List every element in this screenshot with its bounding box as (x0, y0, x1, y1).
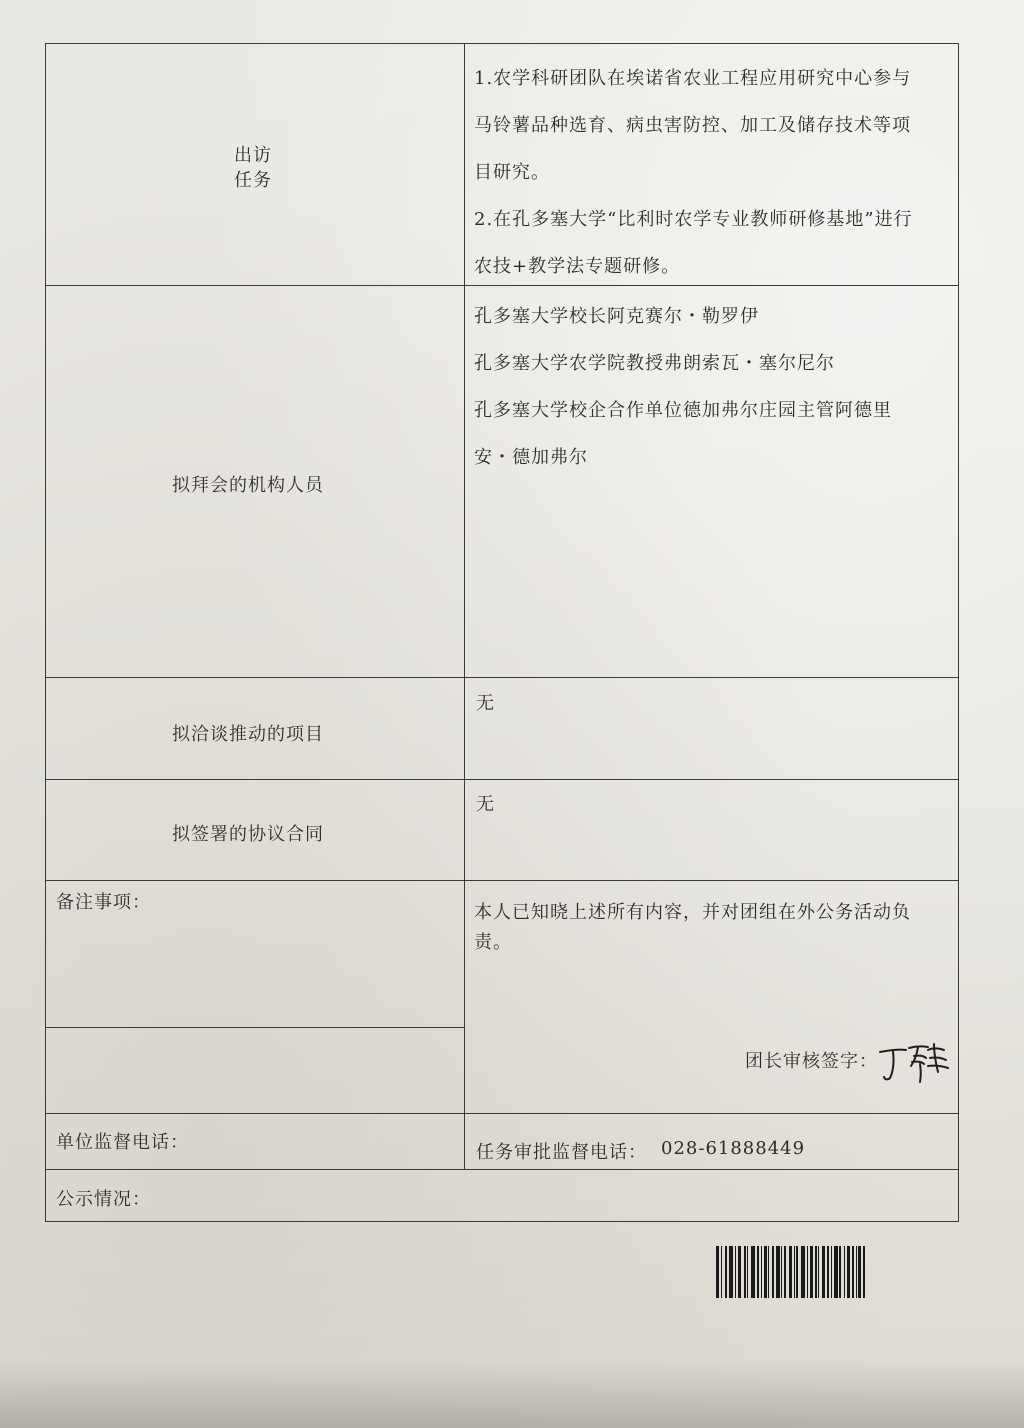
mission-line: 马铃薯品种选育、病虫害防控、加工及储存技术等项 (474, 115, 911, 136)
visit-people-content (474, 293, 952, 481)
unit-supervision-label: 单位监督电话： (56, 1132, 189, 1153)
mission-line: 农技+教学法专题研修。 (474, 256, 681, 277)
remarks-label: 备注事项： (56, 892, 151, 913)
mission-label-line2: 任务 (234, 170, 272, 191)
visit-person-line: 安・德加弗尔 (474, 447, 588, 468)
signature-label: 团长审核签字： (745, 1051, 878, 1072)
statement-line1: 本人已知晓上述所有内容，并对团组在外公务活动负 (474, 902, 911, 923)
statement-line2: 责。 (474, 932, 512, 953)
mission-label-line1: 出访 (234, 145, 272, 166)
row-divider-5 (45, 1113, 959, 1114)
handwritten-signature (876, 1040, 952, 1086)
visit-person-line: 孔多塞大学农学院教授弗朗索瓦・塞尔尼尔 (474, 353, 835, 374)
table-border-right (958, 43, 959, 1221)
visit-person-line: 孔多塞大学校长阿克赛尔・勒罗伊 (474, 306, 759, 327)
mission-line: 1.农学科研团队在埃诺省农业工程应用研究中心参与 (474, 68, 912, 89)
task-supervision-label: 任务审批监督电话： (476, 1142, 647, 1163)
publicity-label: 公示情况： (56, 1189, 151, 1210)
table-border-bottom (45, 1221, 959, 1222)
mission-content (474, 55, 952, 290)
column-divider (464, 43, 465, 1169)
remarks-inner-divider (45, 1027, 464, 1028)
projects-value: 无 (476, 693, 495, 714)
task-supervision-phone: 028-61888449 (661, 1138, 806, 1159)
row-divider-6 (45, 1169, 959, 1170)
table-border-left (45, 43, 46, 1221)
projects-label: 拟洽谈推动的项目 (172, 724, 324, 745)
agreements-label: 拟签署的协议合同 (172, 824, 324, 845)
mission-line: 2.在孔多塞大学“比利时农学专业教师研修基地”进行 (474, 209, 913, 230)
barcode (716, 1246, 918, 1298)
row-divider-3 (45, 779, 959, 780)
table-border-top (45, 43, 959, 44)
row-divider-2 (45, 677, 959, 678)
visit-person-line: 孔多塞大学校企合作单位德加弗尔庄园主管阿德里 (474, 400, 892, 421)
visit-people-label: 拟拜会的机构人员 (172, 475, 324, 496)
agreements-value: 无 (476, 794, 495, 815)
page-shadow (0, 1358, 1024, 1428)
mission-line: 目研究。 (474, 162, 550, 183)
row-divider-4 (45, 880, 959, 881)
